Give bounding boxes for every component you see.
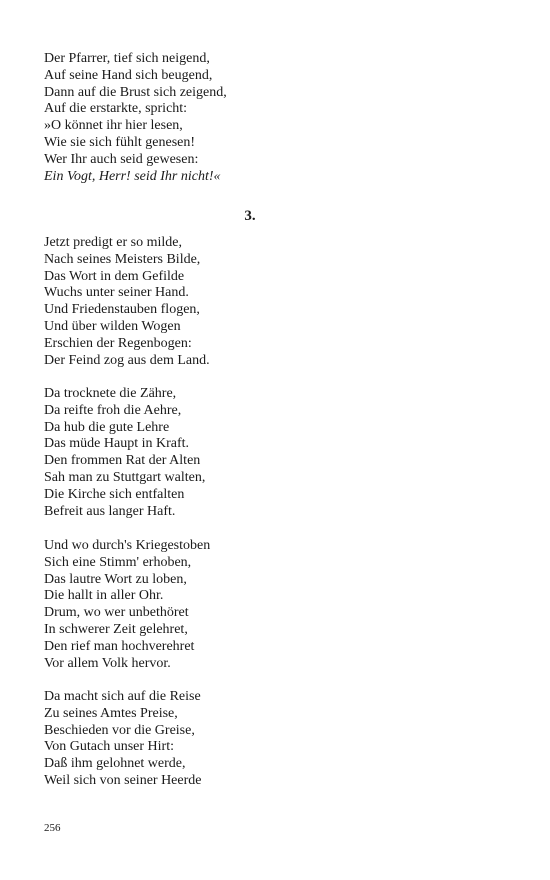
poem-line: Und über wilden Wogen [44, 318, 181, 334]
poem-line: Da reifte froh die Aehre, [44, 402, 182, 418]
poem-line: Beschieden vor die Greise, [44, 722, 195, 738]
poem-line: Den rief man hochverehret [44, 638, 195, 654]
poem-line: Auf die erstarkte, spricht: [44, 101, 188, 117]
poem-line: Das lautre Wort zu loben, [44, 571, 187, 587]
poem-line-italic: Ein Vogt, Herr! seid Ihr nicht!« [44, 168, 221, 184]
poem-line: Da trocknete die Zähre, [44, 386, 177, 401]
poem-line: Befreit aus langer Haft. [44, 503, 176, 519]
poem-line: Vor allem Volk hervor. [44, 655, 171, 671]
poem-line: Jetzt predigt er so milde, [44, 235, 183, 250]
section-number: 3. [244, 208, 256, 224]
poem-line: Sich eine Stimm' erhoben, [44, 554, 192, 570]
poem-line: Da macht sich auf die Reise [44, 689, 201, 704]
poem-line: Und wo durch's Kriegestoben [44, 538, 211, 553]
poem-stanza [44, 689, 201, 790]
poem-line: In schwerer Zeit gelehret, [44, 621, 188, 637]
poem-line: Von Gutach unser Hirt: [44, 739, 174, 755]
poem-line: Erschien der Regenbogen: [44, 335, 192, 351]
poem-line: Das müde Haupt in Kraft. [44, 436, 190, 452]
poem-line: Auf seine Hand sich beugend, [44, 67, 213, 83]
poem-line: Zu seines Amtes Preise, [44, 705, 178, 721]
poem-line: Wuchs unter seiner Hand. [44, 285, 189, 301]
poem-line: Drum, wo wer unbethöret [44, 605, 189, 621]
poem-line: Dann auf die Brust sich zeigend, [44, 84, 227, 100]
poem-line: Nach seines Meisters Bilde, [44, 251, 201, 267]
poem-line: Die Kirche sich entfalten [44, 486, 185, 502]
poem-line: Daß ihm gelohnet werde, [44, 756, 186, 772]
poem-line: Wie sie sich fühlt genesen! [44, 134, 196, 150]
poem-stanza [44, 386, 205, 520]
poem-line: Der Feind zog aus dem Land. [44, 352, 210, 368]
poem-line: Der Pfarrer, tief sich neigend, [44, 51, 210, 66]
poem-line: Das Wort in dem Gefilde [44, 268, 185, 284]
poem-stanza [44, 538, 210, 672]
poem-stanza [44, 235, 210, 369]
page-number: 256 [44, 822, 61, 834]
poem-line: Sah man zu Stuttgart walten, [44, 469, 206, 485]
poem-line: Wer Ihr auch seid gewesen: [44, 151, 199, 167]
poem-line: Weil sich von seiner Heerde [44, 772, 202, 788]
poem-line: Da hub die gute Lehre [44, 419, 170, 435]
section-heading [0, 207, 500, 225]
poem-stanza [44, 51, 227, 185]
poem-line: »O könnet ihr hier lesen, [44, 118, 183, 134]
poem-line: Und Friedenstauben flogen, [44, 302, 200, 318]
poem-line: Den frommen Rat der Alten [44, 453, 201, 469]
poem-line: Die hallt in aller Ohr. [44, 588, 164, 604]
